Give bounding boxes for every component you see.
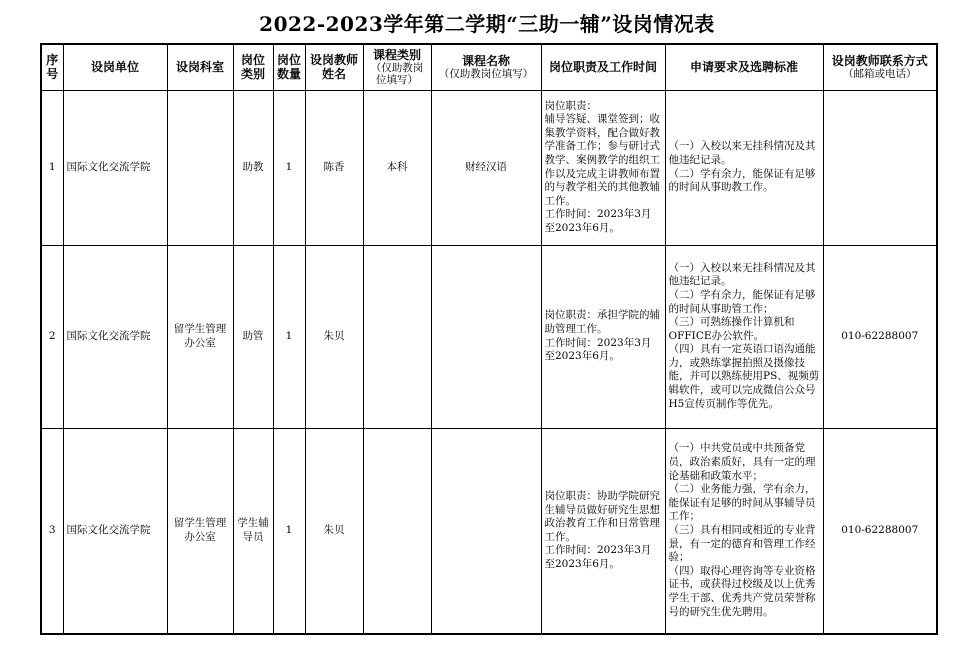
cell-teacher: 朱贝 bbox=[305, 245, 363, 428]
cell-seq: 3 bbox=[41, 428, 63, 634]
header-course-type-note: （仅助教岗位填写） bbox=[370, 62, 424, 87]
cell-requirements: （一）中共党员或中共预备党员，政治素质好，具有一定的理论基础和政策水平； （二）业务能力强，学有余力，能保证有足够的时间从事辅导员工作； （三）具有相同或相近的专业背景，有一定的德育和管理工作经验； （四）取得心理咨询等专业资格证书，或获得过校级及以上优秀学生干部、优秀共产党员荣誉称号的研究生优先聘用。 bbox=[665, 428, 823, 634]
cell-count: 1 bbox=[273, 90, 305, 245]
cell-course-type bbox=[363, 428, 431, 634]
header-course-name bbox=[431, 44, 541, 90]
header-category: 岗位类别 bbox=[233, 44, 273, 90]
cell-category: 助管 bbox=[233, 245, 273, 428]
cell-contact: 010-62288007 bbox=[823, 428, 937, 634]
cell-seq: 1 bbox=[41, 90, 63, 245]
header-contact bbox=[823, 44, 937, 90]
cell-unit: 国际文化交流学院 bbox=[63, 245, 167, 428]
table-row bbox=[41, 245, 937, 428]
cell-contact bbox=[823, 90, 937, 245]
header-course-type-label: 课程类别 bbox=[372, 48, 421, 63]
cell-category: 助教 bbox=[233, 90, 273, 245]
cell-requirements: （一）入校以来无挂科情况及其他违纪记录。 （二）学有余力，能保证有足够的时间从事助教工作。 bbox=[665, 90, 823, 245]
position-table bbox=[40, 43, 938, 635]
header-requirements: 申请要求及选聘标准 bbox=[665, 44, 823, 90]
cell-requirements: （一）入校以来无挂科情况及其他违纪记录。 （二）学有余力，能保证有足够的时间从事助管工作； （三）可熟练操作计算机和OFFICE办公软件。 （四）具有一定英语口语沟通能力，或熟练掌握拍照及摄像技能，并可以熟练使用PS、视频剪辑软件，或可以完成微信公众号H5宣传页制作等优先。 bbox=[665, 245, 823, 428]
table-title: 2022-2023学年第二学期“三助一辅”设岗情况表 bbox=[259, 12, 715, 36]
table-row bbox=[41, 428, 937, 634]
header-course-type bbox=[363, 44, 431, 90]
cell-duty: 岗位职责：协助学院研究生辅导员做好研究生思想政治教育工作和日常管理工作。 工作时间：2023年3月至2023年6月。 bbox=[541, 428, 665, 634]
header-duty: 岗位职责及工作时间 bbox=[541, 44, 665, 90]
header-dept: 设岗科室 bbox=[167, 44, 233, 90]
cell-course-name bbox=[431, 245, 541, 428]
cell-unit: 国际文化交流学院 bbox=[63, 428, 167, 634]
cell-contact: 010-62288007 bbox=[823, 245, 937, 428]
header-teacher: 设岗教师姓名 bbox=[305, 44, 363, 90]
cell-dept bbox=[167, 90, 233, 245]
cell-duty: 岗位职责：承担学院的辅助管理工作。 工作时间：2023年3月至2023年6月。 bbox=[541, 245, 665, 428]
header-row bbox=[41, 44, 937, 90]
header-contact-note: （邮箱或电话） bbox=[843, 68, 917, 81]
cell-duty: 岗位职责： 辅导答疑、课堂签到；收集教学资料，配合做好教学准备工作；参与研讨式教学、案例教学的组织工作以及完成主讲教师布置的与教学相关的其他教辅工作。 工作时间：2023年3月至2023年6月。 bbox=[541, 90, 665, 245]
cell-teacher: 朱贝 bbox=[305, 428, 363, 634]
cell-dept: 留学生管理办公室 bbox=[167, 245, 233, 428]
header-seq: 序号 bbox=[41, 44, 63, 90]
header-course-name-label: 课程名称 bbox=[461, 54, 510, 69]
cell-course-type bbox=[363, 245, 431, 428]
table-row bbox=[41, 90, 937, 245]
cell-course-name: 财经汉语 bbox=[431, 90, 541, 245]
cell-course-type: 本科 bbox=[363, 90, 431, 245]
cell-count: 1 bbox=[273, 245, 305, 428]
header-contact-label: 设岗教师联系方式 bbox=[831, 54, 928, 69]
header-course-name-note: （仅助教岗位填写） bbox=[438, 68, 534, 81]
cell-unit: 国际文化交流学院 bbox=[63, 90, 167, 245]
cell-course-name bbox=[431, 428, 541, 634]
cell-dept: 留学生管理办公室 bbox=[167, 428, 233, 634]
cell-category: 学生辅导员 bbox=[233, 428, 273, 634]
cell-seq: 2 bbox=[41, 245, 63, 428]
cell-count: 1 bbox=[273, 428, 305, 634]
header-count: 岗位数量 bbox=[273, 44, 305, 90]
header-unit: 设岗单位 bbox=[63, 44, 167, 90]
cell-teacher: 陈香 bbox=[305, 90, 363, 245]
